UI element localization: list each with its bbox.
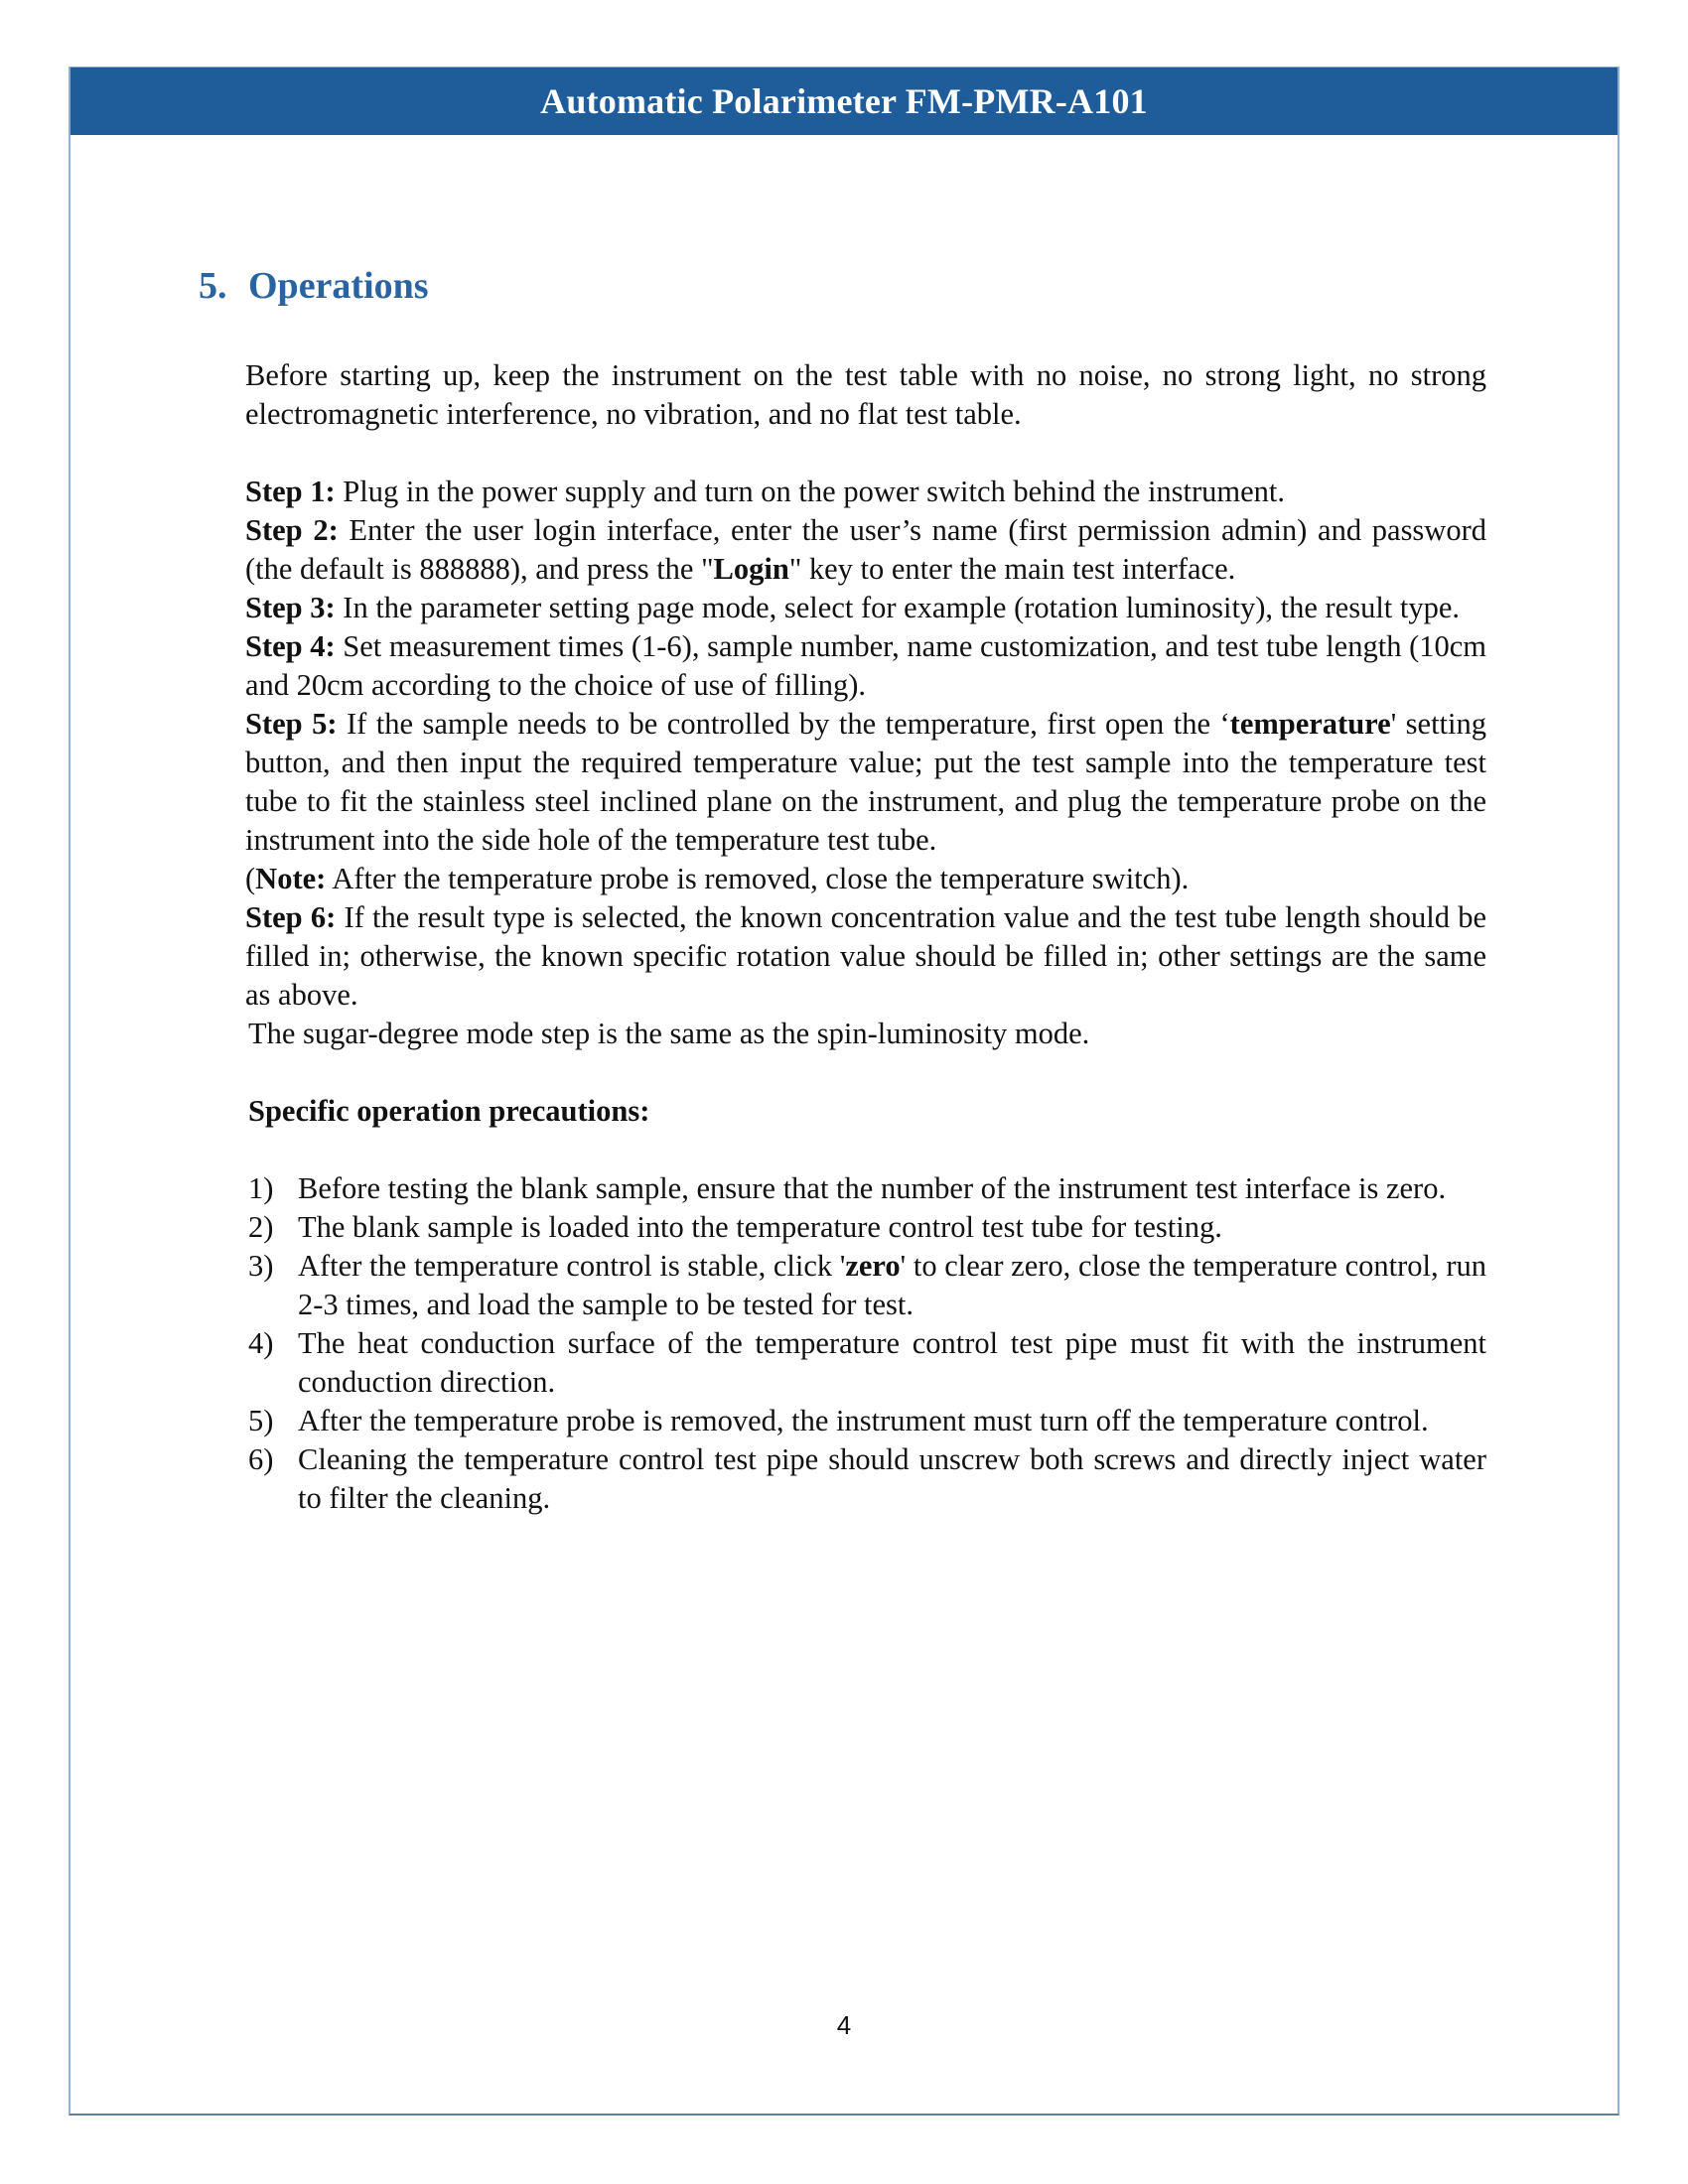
list-index: 4) (248, 1326, 274, 1360)
page-number: 4 (836, 2010, 852, 2040)
step-label: Step 6: (245, 900, 337, 934)
step-text: Enter the user login interface, enter the user’s name (first permission admin) and password (the default is 888888), and press the " (245, 513, 1486, 586)
step-label: Step 4: (245, 629, 336, 663)
note-line (245, 860, 1486, 898)
step-2 (245, 511, 1486, 589)
mode-note: The sugar-degree mode step is the same as the spin-luminosity mode. (248, 1017, 1090, 1050)
step-text: If the sample needs to be controlled by the temperature, first open the ‘ (337, 707, 1230, 741)
step-3 (245, 589, 1486, 627)
step-label: Step 2: (245, 513, 339, 547)
list-item (245, 1440, 1486, 1518)
list-index: 1) (248, 1171, 274, 1205)
step-text: Set measurement times (1-6), sample number, name customization, and test tube length (10cm and 20cm according to the choice of use of filling). (245, 629, 1486, 702)
note-label: Note: (255, 862, 327, 895)
step-text: In the parameter setting page mode, select for example (rotation luminosity), the result type. (335, 591, 1461, 624)
step-label: Step 3: (245, 591, 336, 624)
step-text: Plug in the power supply and turn on the power switch behind the instrument. (335, 475, 1286, 508)
step-text: ' setting button, and then input the required temperature value; put the test sample into the temperature test tube to fit the stainless steel inclined plane on the instrument, and plug the temperature probe on the instrument into the side hole of the temperature test tube. (245, 707, 1487, 857)
intro-paragraph: Before starting up, keep the instrument on the test table with no noise, no strong light, no strong electromagnetic interference, no vibration, and no flat test table. (245, 358, 1486, 431)
document-header (70, 68, 1618, 135)
list-index: 2) (248, 1210, 274, 1244)
list-item (245, 1169, 1486, 1208)
list-item-text: Cleaning the temperature control test pipe should unscrew both screws and directly inject water to filter the cleaning. (298, 1442, 1486, 1515)
list-item (245, 1324, 1486, 1402)
list-item-text: After the temperature probe is removed, the instrument must turn off the temperature control. (298, 1404, 1429, 1437)
section-heading (199, 264, 429, 308)
list-item-text: Before testing the blank sample, ensure that the number of the instrument test interface is zero. (298, 1171, 1447, 1205)
precautions-heading: Specific operation precautions: (248, 1094, 650, 1128)
list-item (245, 1402, 1486, 1440)
note-paren: ( (245, 862, 256, 895)
section-content (245, 356, 1486, 1518)
step-1 (245, 473, 1486, 511)
note-text: After the temperature probe is removed, close the temperature switch). (326, 862, 1190, 895)
document-title: Automatic Polarimeter FM-PMR-A101 (540, 81, 1148, 121)
list-item-text: After the temperature control is stable, click ' (298, 1249, 846, 1283)
section-title: Operations (248, 265, 429, 307)
list-item-text: The heat conduction surface of the temperature control test pipe must fit with the instrument conduction direction. (298, 1326, 1486, 1399)
step-text: If the result type is selected, the known concentration value and the test tube length should be filled in; otherwise, the known specific rotation value should be filled in; other settings are the same as above. (245, 900, 1486, 1012)
step-text: " key to enter the main test interface. (788, 552, 1236, 586)
list-index: 6) (248, 1442, 274, 1476)
zero-key-name: zero (845, 1249, 901, 1283)
list-item-text: ' to clear zero, close the temperature control, run 2-3 times, and load the sample to be tested for test. (298, 1249, 1486, 1321)
step-label: Step 5: (245, 707, 338, 741)
temperature-button-name: temperature (1229, 707, 1391, 741)
step-label: Step 1: (245, 475, 336, 508)
list-index: 5) (248, 1404, 274, 1437)
list-index: 3) (248, 1249, 274, 1283)
step-4 (245, 627, 1486, 705)
precautions-list (245, 1169, 1486, 1518)
step-6 (245, 898, 1486, 1015)
list-item-text: The blank sample is loaded into the temperature control test tube for testing. (298, 1210, 1222, 1244)
list-item (245, 1247, 1486, 1324)
section-number: 5. (199, 265, 227, 307)
login-key-name: Login (713, 552, 789, 586)
list-item (245, 1208, 1486, 1247)
step-5 (245, 705, 1486, 860)
